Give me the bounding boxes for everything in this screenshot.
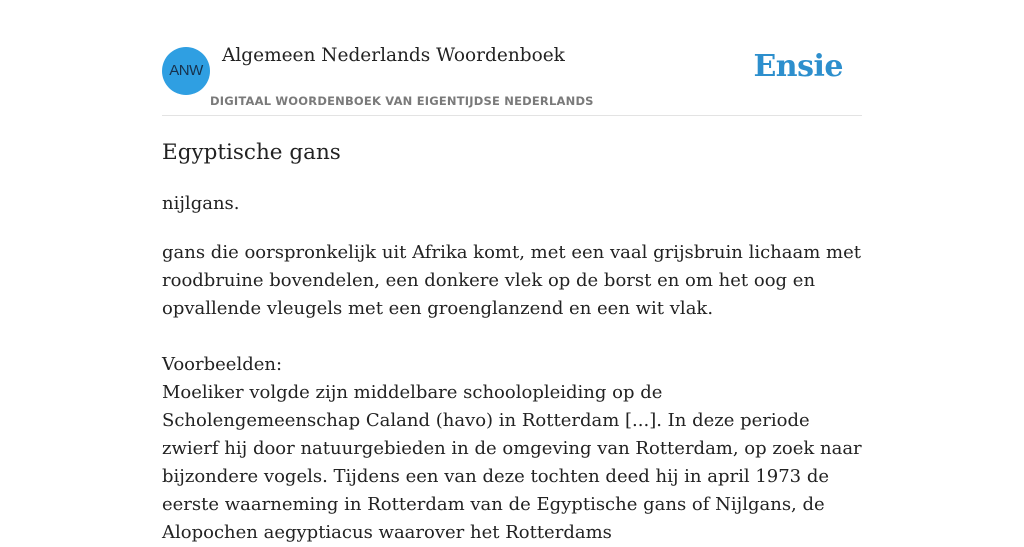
site-subtitle: DIGITAAL WOORDENBOEK VAN EIGENTIJDSE NEDERLANDS	[210, 94, 594, 108]
example-text: Moeliker volgde zijn middelbare schoolopleiding op de Scholengemeenschap Caland (havo) in Rotterdam [...]. In deze periode zwierf hij door natuurgebieden in de omgeving van Rotterdam, op zoek naar bijzondere vogels. Tijdens een van deze tochten deed hij in april 1973 de eerste waarneming in Rotterdam van de Egyptische gans of Nijlgans, de Alopochen aegyptiacus waarover het Rotterdams	[162, 382, 862, 543]
site-title[interactable]: Algemeen Nederlands Woordenboek	[222, 45, 565, 66]
anw-logo[interactable]: ANW	[162, 47, 210, 95]
entry-definition: gans die oorspronkelijk uit Afrika komt, met een vaal grijsbruin lichaam met roodbruine bovendelen, een donkere vlek op de borst en om het oog en opvallende vleugels met een groenglanzend en een wit vlak.	[162, 242, 861, 319]
site-header	[162, 0, 862, 116]
entry-title: Egyptische gans	[162, 140, 341, 165]
content-container	[162, 0, 862, 543]
ensie-brand-logo[interactable]: Ensie	[753, 49, 843, 84]
entry-synonym: nijlgans.	[162, 193, 240, 214]
examples-label: Voorbeelden:	[162, 354, 283, 375]
